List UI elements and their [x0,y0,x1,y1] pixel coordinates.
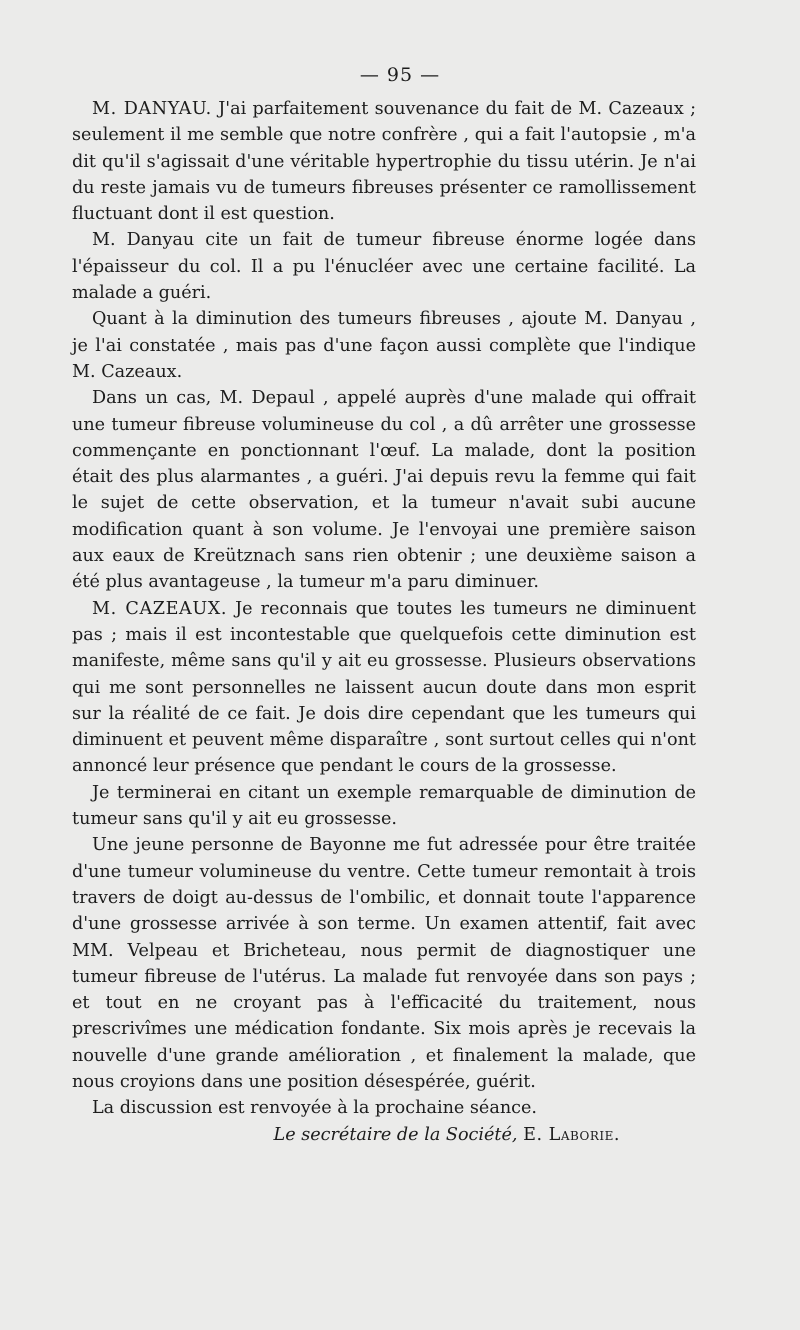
paragraph [72,780,696,833]
signature-title: Le secrétaire de la Société, [273,1124,518,1145]
paragraph [72,1095,696,1121]
speaker-name: M. DANYAU. [92,99,212,119]
speaker-name: M. CAZEAUX. [92,598,228,619]
paragraph [72,596,696,780]
paragraph-text: Dans un cas, M. Depaul , appelé auprès d'une malade qui offrait une tumeur fibreuse volumineuse du col , a dû arrêter une grossesse commençante en ponctionnant l'œuf. La malade, dont la position était des plus alarmantes , a guéri. J'ai depuis revu la femme qui fait le sujet de cette observation, et la tumeur n'avait subi aucune modification quant à son volume. Je l'envoyai une première saison aux eaux de Kreütznach sans rien obtenir ; une deuxième saison a été plus avantageuse , la tumeur m'a paru diminuer. [72,388,696,593]
body-text [72,96,696,1148]
paragraph-text: Je reconnais que toutes les tumeurs ne diminuent pas ; mais il est incontestable que quelquefois cette diminution est manifeste, même sans qu'il y ait eu grossesse. Plusieurs observations qui me sont personnelles ne laissent aucun doute dans mon esprit sur la réalité de ce fait. Je dois dire cependant que les tumeurs qui diminuent et peuvent même disparaître , sont surtout celles qui n'ont annoncé leur présence que pendant le cours de la grossesse. [72,598,697,777]
paragraph-text: M. Danyau cite un fait de tumeur fibreuse énorme logée dans l'épaisseur du col. Il a pu l'énucléer avec une certaine facilité. La malade a guéri. [72,230,696,304]
paragraph [72,832,696,1095]
paragraph [72,306,696,385]
paragraph [72,96,696,227]
paragraph-text: Je terminerai en citant un exemple remarquable de diminution de tumeur sans qu'il y ait eu grossesse. [72,782,696,830]
paragraph-text: Une jeune personne de Bayonne me fut adressée pour être traitée d'une tumeur volumineuse du ventre. Cette tumeur remontait à trois travers de doigt au-dessus de l'ombilic, et donnait toute l'apparence d'une grossesse arrivée à son terme. Un examen attentif, fait avec MM. Velpeau et Bricheteau, nous permit de diagnostiquer une tumeur fibreuse de l'utérus. La malade fut renvoyée dans son pays ; et tout en ne croyant pas à l'efficacité du traitement, nous prescrivîmes une médication fondante. Six mois après je recevais la nouvelle d'une grande amélioration , et finalement la malade, que nous croyions dans une position désespérée, guérit. [72,835,696,1092]
paragraph [72,385,696,595]
paragraph-text: La discussion est renvoyée à la prochaine séance. [92,1098,538,1119]
signature [72,1122,696,1148]
paragraph-text: Quant à la diminution des tumeurs fibreuses , ajoute M. Danyau , je l'ai constatée , mais pas d'une façon aussi complète que l'indique M. Cazeaux. [72,309,696,382]
page-number: — 95 — [359,64,441,86]
signature-name: E. Laborie. [523,1124,620,1145]
paragraph [72,227,696,306]
paragraph-text: J'ai parfaitement souvenance du fait de M. Cazeaux ; seulement il me semble que notre confrère , qui a fait l'autopsie , m'a dit qu'il s'agissait d'une véritable hypertrophie du tissu utérin. Je n'ai du reste jamais vu de tumeurs fibreuses présenter ce ramollissement fluctuant dont il est question. [72,99,697,225]
